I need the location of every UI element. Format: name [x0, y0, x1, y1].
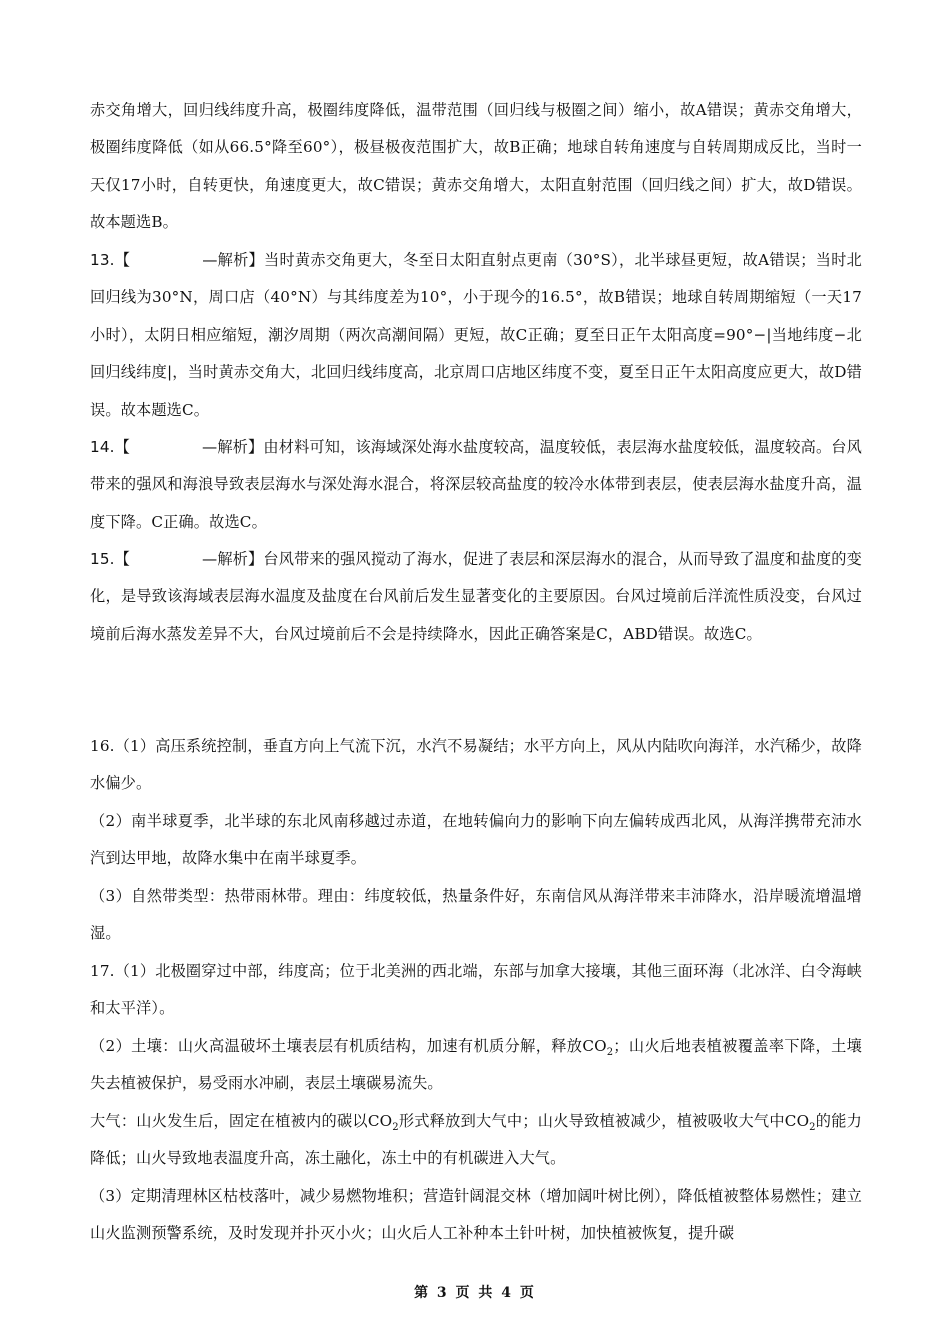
q14-tag: —解析】 [201, 438, 264, 456]
subscript-2: 2 [606, 1047, 614, 1059]
answer-q17-3: （3）定期清理林区枯枝落叶，减少易燃物堆积；营造针阔混交林（增加阔叶树比例），降低植被整体易燃性；建立山火监测预警系统，及时发现并扑灭小火；山火后人工补种本土针叶树，加快植被恢复，提升碳 [90, 1187, 862, 1243]
answer-q16-1: 16.（1）高压系统控制，垂直方向上气流下沉，水汽不易凝结；水平方向上，风从内陆吹向海洋，水汽稀少，故降水偏少。 [90, 737, 862, 793]
answer-q14 [90, 429, 862, 541]
q14-text: 由材料可知，该海域深处海水盐度较高，温度较低，表层海水盐度较低，温度较高。台风带来的强风和海浪导致表层海水与深处海水混合，将深层较高盐度的较冷水体带到表层，使表层海水盐度升高，温度下降。C正确。故选C。 [90, 438, 862, 531]
subscript-2: 2 [392, 1122, 399, 1134]
q17-2-soil-b: ；山火后地表植被覆盖率下降，土壤失去植被保护，易受雨水冲刷，表层土壤碳易流失。 [90, 1037, 862, 1093]
q13-text: 当时黄赤交角更大，冬至日太阳直射点更南（30°S），北半球昼更短，故A错误；当时北回归线为30°N，周口店（40°N）与其纬度差为10°，小于现今的16.5°，故B错误；地球自转周期缩短（一天17小时），太阴日相应缩短，潮汐周期（两次高潮间隔）更短，故C正确；夏至日正午太阳高度=90°−|当地纬度−北回归线纬度|，当时黄赤交角大，北回归线纬度高，北京周口店地区纬度不变，夏至日正午太阳高度应更大，故D错误。故本题选C。 [90, 251, 862, 419]
answer-q16-2: （2）南半球夏季，北半球的东北风南移越过赤道，在地转偏向力的影响下向左偏转成西北风，从海洋携带充沛水汽到达甲地，故降水集中在南半球夏季。 [90, 812, 862, 868]
answer-q17-2-soil [90, 1028, 862, 1103]
q15-text: 台风带来的强风搅动了海水，促进了表层和深层海水的混合，从而导致了温度和盐度的变化，是导致该海域表层海水温度及盐度在台风前后发生显著变化的主要原因。台风过境前后洋流性质没变，台风过境前后海水蒸发差异不大，台风过境前后不会是持续降水，因此正确答案是C，ABD错误。故选C。 [90, 550, 862, 643]
subscript-2: 2 [809, 1122, 816, 1134]
q14-number: 14.【 [90, 438, 130, 456]
paragraph-q12-continued: 赤交角增大，回归线纬度升高，极圈纬度降低，温带范围（回归线与极圈之间）缩小，故A错误；黄赤交角增大，极圈纬度降低（如从66.5°降至60°），极昼极夜范围扩大，故B正确；地球自转角速度与自转周期成反比，当时一天仅17小时，自转更快，角速度更大，故C错误；黄赤交角增大，太阳直射范围（回归线之间）扩大，故D错误。故本题选B。 [90, 101, 862, 232]
page-footer: 第 3 页 共 4 页 [414, 1285, 536, 1301]
answer-q16-3: （3）自然带类型：热带雨林带。理由：纬度较低，热量条件好，东南信风从海洋带来丰沛降水，沿岸暖流增温增湿。 [90, 887, 862, 943]
q17-air-a: 大气：山火发生后，固定在植被内的碳以CO [90, 1112, 393, 1130]
q17-air-b: 形式释放到大气中；山火导致植被减少，植被吸收大气中CO [398, 1112, 810, 1130]
q15-number: 15.【 [90, 550, 130, 568]
answer-q17-1: 17.（1）北极圈穿过中部，纬度高；位于北美洲的西北端，东部与加拿大接壤，其他三面环海（北冰洋、白令海峡和太平洋）。 [90, 962, 862, 1018]
answer-q17-2-air [90, 1103, 862, 1178]
answer-q15 [90, 541, 862, 653]
answer-q13 [90, 242, 862, 429]
q13-number: 13.【 [90, 251, 131, 269]
q17-air-c: 的能力降低；山火导致地表温度升高，冻土融化，冻土中的有机碳进入大气。 [90, 1112, 862, 1168]
q15-tag: —解析】 [201, 550, 264, 568]
q17-2-soil-a: （2）土壤：山火高温破坏土壤表层有机质结构，加速有机质分解，释放CO [90, 1037, 607, 1055]
q13-tag: —解析】 [202, 251, 265, 269]
